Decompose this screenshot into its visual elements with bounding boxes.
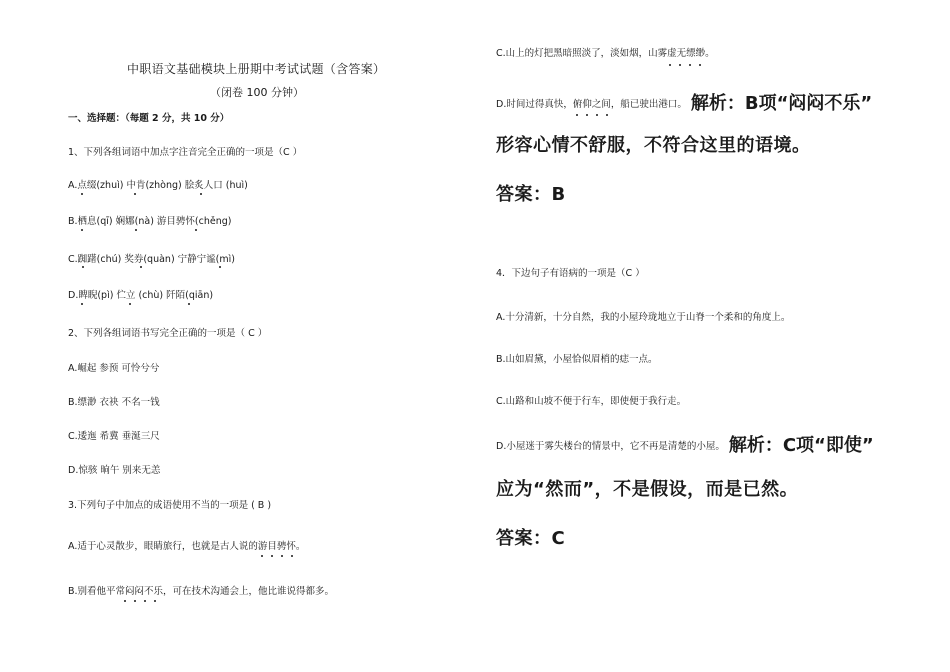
question-3-option-c: C.山上的灯把黑暗照淡了，淡如烟，山雾虚无缥缈。 — [496, 48, 715, 59]
emphasis-dot — [669, 64, 671, 66]
question-4-analysis-tail: 应为“然而”，不是假设，而是已然。 — [496, 479, 799, 500]
emphasis-dot — [699, 64, 701, 66]
question-2-option-c: C.逶迤 希冀 垂涎三尺 — [68, 431, 160, 442]
question-3-option-d: D.时间过得真快，俯仰之间，船已驶出港口。 — [496, 99, 687, 110]
emphasis-dot — [81, 229, 83, 231]
question-1-option-c: C.踟躇(chú) 奖券(quàn) 宁静宁谧(mì) — [68, 254, 235, 265]
emphasis-dot — [200, 193, 202, 195]
question-4-option-d-line — [496, 436, 874, 457]
question-3-option-b: B.别看他平常闷闷不乐，可在技术沟通会上，他比谁说得都多。 — [68, 586, 335, 597]
emphasis-dot — [271, 555, 273, 557]
emphasis-dot — [281, 555, 283, 557]
emphasis-dot — [81, 193, 83, 195]
question-3-option-a: A.适于心灵散步，眼睛旅行，也就是古人说的游目骋怀。 — [68, 541, 306, 552]
emphasis-dot — [291, 555, 293, 557]
emphasis-dot — [679, 64, 681, 66]
question-4-answer: 答案：C — [496, 528, 566, 549]
emphasis-dot — [195, 229, 197, 231]
emphasis-dot — [576, 114, 578, 116]
question-3-analysis-head: 解析：B项“闷闷不乐” — [690, 93, 873, 114]
emphasis-dot — [606, 114, 608, 116]
emphasis-dot — [140, 266, 142, 268]
question-4-option-d: D.小屋迷于雾失楼台的情景中，它不再是清楚的小屋。 — [496, 441, 725, 452]
question-3-option-d-line — [496, 94, 872, 115]
question-3-analysis-tail: 形容心情不舒服，不符合这里的语境。 — [496, 135, 811, 156]
emphasis-dot — [129, 303, 131, 305]
emphasis-dot — [124, 600, 126, 602]
question-1-stem: 1、下列各组词语中加点字注音完全正确的一项是（C ） — [68, 147, 303, 158]
emphasis-dot — [261, 555, 263, 557]
emphasis-dot — [82, 266, 84, 268]
exam-title: 中职语文基础模块上册期中考试试题（含答案） — [127, 62, 386, 76]
emphasis-dot — [81, 303, 83, 305]
emphasis-dot — [134, 193, 136, 195]
question-3-answer: 答案：B — [496, 184, 566, 205]
question-1-option-a: A.点缀(zhuì) 中肯(zhòng) 脍炙人口 (huì) — [68, 180, 248, 191]
emphasis-dot — [219, 266, 221, 268]
question-4-option-a: A.十分清新，十分自然，我的小屋玲珑地立于山脊一个柔和的角度上。 — [496, 312, 791, 323]
question-2-option-d: D.惊骇 晌午 别来无恙 — [68, 465, 161, 476]
question-2-option-b: B.缥渺 衣袂 不名一钱 — [68, 397, 160, 408]
question-4-option-b: B.山如眉黛，小屋恰似眉梢的痣一点。 — [496, 354, 658, 365]
question-1-option-b: B.栖息(qī) 娴娜(nà) 游目骋怀(chěng) — [68, 216, 232, 227]
emphasis-dot — [135, 229, 137, 231]
emphasis-dot — [689, 64, 691, 66]
question-4-analysis-head: 解析：C项“即使” — [728, 435, 874, 456]
section-heading: 一、选择题：（每题 2 分，共 10 分） — [68, 113, 230, 124]
question-1-option-d: D.睥睨(pì) 伫立 (chù) 阡陌(qiān) — [68, 290, 214, 301]
question-3-stem: 3.下列句子中加点的成语使用不当的一项是 ( B ) — [68, 500, 272, 511]
emphasis-dot — [586, 114, 588, 116]
emphasis-dot — [144, 600, 146, 602]
emphasis-dot — [134, 600, 136, 602]
question-2-stem: 2、下列各组词语书写完全正确的一项是（ C ） — [68, 328, 268, 339]
question-2-option-a: A.崛起 参预 可怜兮兮 — [68, 363, 160, 374]
emphasis-dot — [188, 303, 190, 305]
emphasis-dot — [154, 600, 156, 602]
question-4-option-c: C.山路和山坡不便于行车，即使便于我行走。 — [496, 396, 687, 407]
exam-subtitle: （闭卷 100 分钟） — [210, 86, 304, 99]
question-4-stem: 4．下边句子有语病的一项是（C ） — [496, 268, 645, 279]
emphasis-dot — [596, 114, 598, 116]
